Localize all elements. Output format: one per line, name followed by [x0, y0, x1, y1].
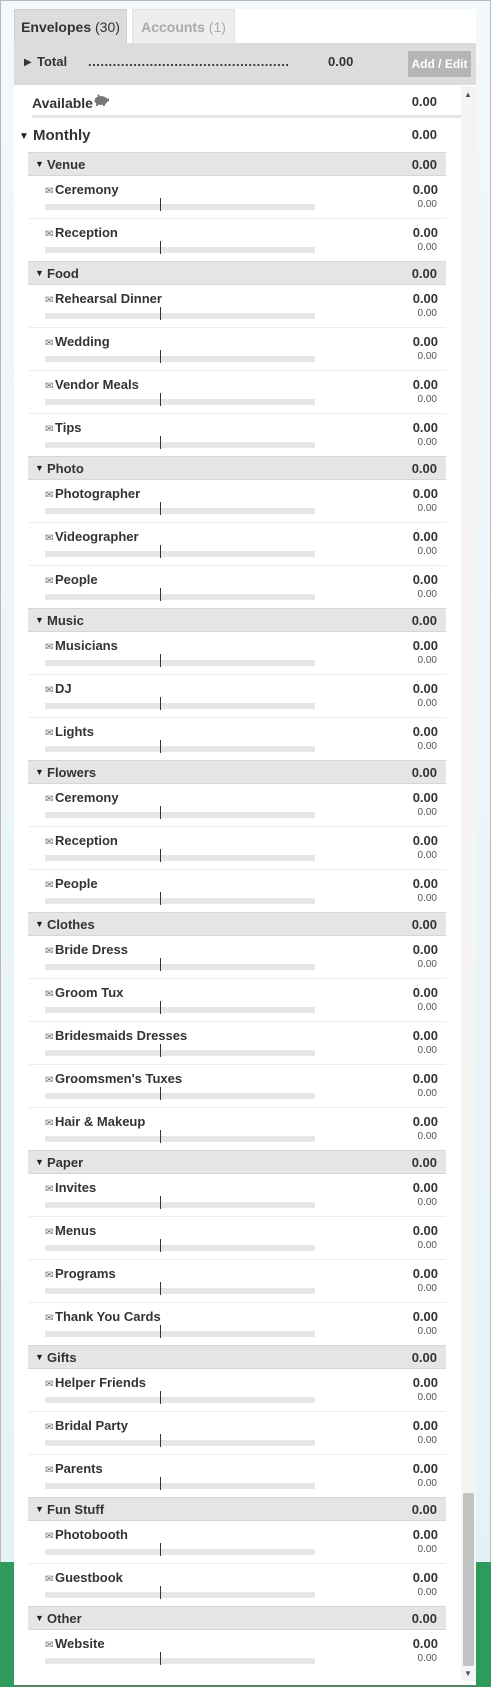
envelope-row[interactable]: [29, 1065, 446, 1108]
collapse-triangle-icon[interactable]: ▼: [35, 919, 44, 929]
envelope-label: Website: [55, 1636, 105, 1651]
envelope-value: 0.00: [412, 225, 438, 240]
envelope-row[interactable]: [29, 1412, 446, 1455]
envelope-sub-value: 0.00: [417, 1478, 437, 1489]
envelope-progress-bar: [45, 356, 315, 362]
envelope-icon: ✉: [45, 576, 54, 587]
envelope-value: 0.00: [412, 1461, 438, 1476]
progress-marker: [160, 654, 161, 667]
envelope-group[interactable]: [28, 760, 446, 784]
envelope-list[interactable]: [19, 86, 461, 1681]
envelope-icon: ✉: [45, 1227, 54, 1238]
envelope-sub-value: 0.00: [417, 199, 437, 210]
envelope-row[interactable]: [29, 632, 446, 675]
scroll-down-arrow-icon[interactable]: ▼: [464, 1669, 472, 1678]
envelope-label: Guestbook: [55, 1570, 123, 1585]
total-value: 0.00: [328, 54, 354, 69]
envelope-progress-bar: [45, 1483, 315, 1489]
envelope-value: 0.00: [412, 334, 438, 349]
envelope-label: Reception: [55, 225, 118, 240]
progress-marker: [160, 1586, 161, 1599]
total-bar: [14, 43, 476, 85]
group-label: Clothes: [47, 917, 95, 932]
envelope-sub-value: 0.00: [417, 1283, 437, 1294]
envelope-icon: ✉: [45, 837, 54, 848]
envelope-value: 0.00: [412, 638, 438, 653]
envelope-icon: ✉: [45, 1270, 54, 1281]
group-label: Photo: [47, 461, 84, 476]
envelope-value: 0.00: [412, 985, 438, 1000]
envelope-progress-bar: [45, 399, 315, 405]
group-label: Venue: [47, 157, 86, 172]
envelope-label: Ceremony: [55, 182, 119, 197]
envelope-icon: ✉: [45, 1640, 54, 1651]
envelope-icon: ✉: [45, 1184, 54, 1195]
envelope-progress-bar: [45, 313, 315, 319]
envelope-icon: ✉: [45, 728, 54, 739]
envelope-sub-value: 0.00: [417, 1435, 437, 1446]
group-label: Music: [47, 613, 84, 628]
envelope-value: 0.00: [412, 182, 438, 197]
group-value: 0.00: [411, 157, 437, 172]
envelope-icon: ✉: [45, 1531, 54, 1542]
envelope-sub-value: 0.00: [417, 503, 437, 514]
envelope-row[interactable]: [29, 285, 446, 328]
envelope-sub-value: 0.00: [417, 1544, 437, 1555]
envelope-sub-value: 0.00: [417, 1045, 437, 1056]
envelope-value: 0.00: [412, 377, 438, 392]
envelope-label: Lights: [55, 724, 94, 739]
envelope-icon: ✉: [45, 642, 54, 653]
add-edit-button[interactable]: Add / Edit: [408, 51, 471, 77]
envelope-progress-bar: [45, 1549, 315, 1555]
envelope-value: 0.00: [412, 486, 438, 501]
envelope-label: Photographer: [55, 486, 141, 501]
envelope-progress-bar: [45, 594, 315, 600]
progress-marker: [160, 1001, 161, 1014]
envelope-label: Hair & Makeup: [55, 1114, 146, 1129]
envelope-progress-bar: [45, 812, 315, 818]
envelope-label: Tips: [55, 420, 82, 435]
envelope-group[interactable]: [28, 456, 446, 480]
collapse-triangle-icon[interactable]: ▼: [35, 1613, 44, 1623]
envelope-sub-value: 0.00: [417, 655, 437, 666]
envelope-icon: ✉: [45, 229, 54, 240]
envelope-sub-value: 0.00: [417, 1653, 437, 1664]
envelope-label: Bridal Party: [55, 1418, 128, 1433]
envelope-label: Helper Friends: [55, 1375, 147, 1390]
group-label: Flowers: [47, 765, 97, 780]
section-label: Monthly: [33, 127, 91, 144]
envelope-icon: ✉: [45, 1075, 54, 1086]
envelope-sub-value: 0.00: [417, 1197, 437, 1208]
group-value: 0.00: [411, 1502, 437, 1517]
envelope-row[interactable]: [29, 718, 446, 760]
group-value: 0.00: [411, 613, 437, 628]
progress-marker: [160, 1130, 161, 1143]
envelope-progress-bar: [45, 1397, 315, 1403]
scroll-up-arrow-icon[interactable]: ▲: [464, 90, 472, 99]
group-value: 0.00: [411, 1611, 437, 1626]
envelope-label: Bride Dress: [55, 942, 128, 957]
group-value: 0.00: [411, 266, 437, 281]
envelope-label: Vendor Meals: [55, 377, 139, 392]
total-label: Total: [37, 54, 68, 69]
envelope-sub-value: 0.00: [417, 959, 437, 970]
envelope-label: Parents: [55, 1461, 103, 1476]
envelope-icon: ✉: [45, 880, 54, 891]
envelope-sub-value: 0.00: [417, 351, 437, 362]
envelope-progress-bar: [45, 746, 315, 752]
progress-marker: [160, 697, 161, 710]
envelope-sub-value: 0.00: [417, 741, 437, 752]
envelope-progress-bar: [45, 551, 315, 557]
envelope-value: 0.00: [412, 942, 438, 957]
envelope-value: 0.00: [412, 420, 438, 435]
progress-marker: [160, 806, 161, 819]
envelope-group[interactable]: [28, 1606, 446, 1630]
envelope-label: Groom Tux: [55, 985, 124, 1000]
envelope-progress-bar: [45, 898, 315, 904]
progress-marker: [160, 1434, 161, 1447]
progress-marker: [160, 588, 161, 601]
envelope-value: 0.00: [412, 833, 438, 848]
collapse-triangle-icon[interactable]: ▼: [35, 1504, 44, 1514]
envelope-value: 0.00: [412, 1180, 438, 1195]
envelope-icon: ✉: [45, 533, 54, 544]
envelope-label: Invites: [55, 1180, 97, 1195]
envelope-icon: ✉: [45, 186, 54, 197]
group-label: Paper: [47, 1155, 84, 1170]
envelope-progress-bar: [45, 1093, 315, 1099]
group-label: Gifts: [47, 1350, 77, 1365]
envelope-value: 0.00: [412, 1636, 438, 1651]
group-value: 0.00: [411, 461, 437, 476]
progress-marker: [160, 1391, 161, 1404]
tab-bar: [14, 9, 476, 43]
progress-marker: [160, 1325, 161, 1338]
envelope-sub-value: 0.00: [417, 1326, 437, 1337]
envelope-progress-bar: [45, 855, 315, 861]
envelope-sub-value: 0.00: [417, 807, 437, 818]
envelope-value: 0.00: [412, 724, 438, 739]
tab-envelopes[interactable]: [14, 9, 127, 43]
envelope-progress-bar: [45, 1136, 315, 1142]
group-value: 0.00: [411, 1155, 437, 1170]
envelope-icon: ✉: [45, 1313, 54, 1324]
envelope-sub-value: 0.00: [417, 1088, 437, 1099]
collapse-triangle-icon[interactable]: ▼: [35, 463, 44, 473]
envelope-progress-bar: [45, 1331, 315, 1337]
progress-marker: [160, 1652, 161, 1665]
envelope-row[interactable]: [29, 1455, 446, 1497]
tab-envelopes-count: (30): [95, 19, 120, 35]
envelope-label: People: [55, 572, 98, 587]
progress-marker: [160, 1282, 161, 1295]
collapse-triangle-icon[interactable]: ▼: [35, 159, 44, 169]
progress-marker: [160, 1477, 161, 1490]
envelope-sub-value: 0.00: [417, 437, 437, 448]
envelope-value: 0.00: [412, 572, 438, 587]
progress-marker: [160, 958, 161, 971]
envelope-icon: ✉: [45, 1465, 54, 1476]
envelope-progress-bar: [45, 508, 315, 514]
envelope-value: 0.00: [412, 1527, 438, 1542]
progress-marker: [160, 1044, 161, 1057]
envelope-row[interactable]: [29, 1630, 446, 1672]
envelope-progress-bar: [45, 1202, 315, 1208]
expand-triangle-icon[interactable]: ▶: [24, 57, 32, 68]
section-value: 0.00: [411, 127, 437, 142]
envelope-sub-value: 0.00: [417, 1392, 437, 1403]
envelope-progress-bar: [45, 204, 315, 210]
envelope-row[interactable]: [29, 784, 446, 827]
progress-marker: [160, 1543, 161, 1556]
progress-marker: [160, 1087, 161, 1100]
progress-marker: [160, 740, 161, 753]
envelope-label: Programs: [55, 1266, 116, 1281]
envelope-value: 0.00: [412, 1266, 438, 1281]
envelope-icon: ✉: [45, 794, 54, 805]
envelope-sub-value: 0.00: [417, 1587, 437, 1598]
progress-marker: [160, 849, 161, 862]
envelope-progress-bar: [45, 1440, 315, 1446]
progress-marker: [160, 241, 161, 254]
envelope-group[interactable]: [28, 912, 446, 936]
envelope-label: Bridesmaids Dresses: [55, 1028, 188, 1043]
envelope-group[interactable]: [28, 1497, 446, 1521]
envelope-row[interactable]: [29, 371, 446, 414]
envelope-sub-value: 0.00: [417, 308, 437, 319]
collapse-triangle-icon[interactable]: ▼: [19, 131, 29, 142]
envelope-label: Musicians: [55, 638, 118, 653]
envelope-icon: ✉: [45, 1032, 54, 1043]
group-value: 0.00: [411, 765, 437, 780]
collapse-triangle-icon[interactable]: ▼: [35, 767, 44, 777]
envelope-row[interactable]: [29, 1564, 446, 1606]
envelope-row[interactable]: [29, 675, 446, 718]
envelope-sub-value: 0.00: [417, 698, 437, 709]
group-label: Other: [47, 1611, 82, 1626]
envelope-icon: ✉: [45, 295, 54, 306]
envelope-progress-bar: [45, 1658, 315, 1664]
envelope-label: Videographer: [55, 529, 139, 544]
section-monthly[interactable]: [19, 118, 461, 152]
envelope-row[interactable]: [29, 219, 446, 261]
tab-accounts-count: (1): [208, 19, 226, 35]
envelope-group[interactable]: [28, 608, 446, 632]
tab-envelopes-label: Envelopes: [21, 19, 92, 35]
collapse-triangle-icon[interactable]: ▼: [35, 1352, 44, 1362]
available-row: [29, 86, 461, 118]
envelope-row[interactable]: [29, 523, 446, 566]
envelope-sub-value: 0.00: [417, 589, 437, 600]
envelope-label: Photobooth: [55, 1527, 128, 1542]
envelope-label: Menus: [55, 1223, 97, 1238]
envelope-icon: ✉: [45, 381, 54, 392]
envelope-icon: ✉: [45, 685, 54, 696]
envelope-progress-bar: [45, 1245, 315, 1251]
envelope-row[interactable]: [29, 328, 446, 371]
progress-marker: [160, 436, 161, 449]
envelope-row[interactable]: [29, 1174, 446, 1217]
envelope-sub-value: 0.00: [417, 546, 437, 557]
envelope-value: 0.00: [412, 1071, 438, 1086]
collapse-triangle-icon[interactable]: ▼: [35, 268, 44, 278]
envelope-icon: ✉: [45, 1574, 54, 1585]
envelope-value: 0.00: [412, 1028, 438, 1043]
progress-marker: [160, 545, 161, 558]
progress-marker: [160, 1239, 161, 1252]
envelope-sub-value: 0.00: [417, 1240, 437, 1251]
envelope-label: DJ: [55, 681, 72, 696]
envelope-sub-value: 0.00: [417, 1002, 437, 1013]
envelope-icon: ✉: [45, 338, 54, 349]
envelope-sub-value: 0.00: [417, 394, 437, 405]
envelope-row[interactable]: [29, 176, 446, 219]
envelope-progress-bar: [45, 660, 315, 666]
envelope-value: 0.00: [412, 1114, 438, 1129]
envelope-value: 0.00: [412, 529, 438, 544]
envelope-sub-value: 0.00: [417, 850, 437, 861]
group-label: Fun Stuff: [47, 1502, 105, 1517]
envelope-icon: ✉: [45, 490, 54, 501]
collapse-triangle-icon[interactable]: ▼: [35, 1157, 44, 1167]
progress-marker: [160, 892, 161, 905]
envelope-row[interactable]: [29, 936, 446, 979]
piggy-bank-icon: [93, 94, 109, 109]
envelope-icon: ✉: [45, 424, 54, 435]
envelope-row[interactable]: [29, 1303, 446, 1345]
envelope-label: Groomsmen's Tuxes: [55, 1071, 183, 1086]
envelope-group[interactable]: [28, 152, 446, 176]
scrollbar-thumb[interactable]: [463, 1493, 474, 1666]
envelope-icon: ✉: [45, 946, 54, 957]
envelope-groups: [29, 152, 461, 1672]
envelope-progress-bar: [45, 1592, 315, 1598]
envelope-group[interactable]: [28, 261, 446, 285]
envelope-icon: ✉: [45, 1422, 54, 1433]
envelope-row[interactable]: [29, 1217, 446, 1260]
group-value: 0.00: [411, 917, 437, 932]
collapse-triangle-icon[interactable]: ▼: [35, 615, 44, 625]
envelope-progress-bar: [45, 703, 315, 709]
envelope-row[interactable]: [29, 979, 446, 1022]
envelope-label: Reception: [55, 833, 118, 848]
envelope-row[interactable]: [29, 1022, 446, 1065]
envelope-progress-bar: [45, 247, 315, 253]
progress-marker: [160, 1196, 161, 1209]
envelope-progress-bar: [45, 964, 315, 970]
scrollbar[interactable]: [461, 86, 476, 1681]
available-label: Available: [32, 95, 93, 111]
envelope-progress-bar: [45, 1007, 315, 1013]
envelope-sub-value: 0.00: [417, 1131, 437, 1142]
envelope-label: Ceremony: [55, 790, 119, 805]
envelope-value: 0.00: [412, 1223, 438, 1238]
envelope-value: 0.00: [412, 1375, 438, 1390]
envelope-value: 0.00: [412, 876, 438, 891]
envelope-row[interactable]: [29, 1521, 446, 1564]
progress-marker: [160, 198, 161, 211]
envelope-value: 0.00: [412, 1418, 438, 1433]
envelope-row[interactable]: [29, 1108, 446, 1150]
envelope-row[interactable]: [29, 1369, 446, 1412]
envelope-progress-bar: [45, 442, 315, 448]
envelope-label: Rehearsal Dinner: [55, 291, 162, 306]
envelope-progress-bar: [45, 1288, 315, 1294]
envelope-row[interactable]: [29, 827, 446, 870]
envelope-value: 0.00: [412, 291, 438, 306]
total-leader-dots: .................................................: [88, 54, 290, 69]
envelope-value: 0.00: [412, 1309, 438, 1324]
envelope-row[interactable]: [29, 870, 446, 912]
envelope-sub-value: 0.00: [417, 893, 437, 904]
progress-marker: [160, 393, 161, 406]
progress-marker: [160, 502, 161, 515]
envelope-value: 0.00: [412, 1570, 438, 1585]
envelope-label: People: [55, 876, 98, 891]
envelope-sub-value: 0.00: [417, 242, 437, 253]
progress-marker: [160, 350, 161, 363]
group-value: 0.00: [411, 1350, 437, 1365]
envelope-row[interactable]: [29, 566, 446, 608]
envelope-icon: ✉: [45, 989, 54, 1000]
envelope-group[interactable]: [28, 1150, 446, 1174]
tab-accounts-label: Accounts: [141, 19, 205, 35]
envelope-row[interactable]: [29, 414, 446, 456]
group-label: Food: [47, 266, 79, 281]
envelope-value: 0.00: [412, 681, 438, 696]
tab-accounts[interactable]: [132, 9, 235, 43]
envelope-row[interactable]: [29, 1260, 446, 1303]
envelope-icon: ✉: [45, 1379, 54, 1390]
envelope-progress-bar: [45, 1050, 315, 1056]
progress-marker: [160, 307, 161, 320]
envelope-group[interactable]: [28, 1345, 446, 1369]
available-value: 0.00: [411, 94, 437, 109]
envelope-icon: ✉: [45, 1118, 54, 1129]
envelope-value: 0.00: [412, 790, 438, 805]
envelope-label: Thank You Cards: [55, 1309, 161, 1324]
envelope-row[interactable]: [29, 480, 446, 523]
envelope-label: Wedding: [55, 334, 110, 349]
